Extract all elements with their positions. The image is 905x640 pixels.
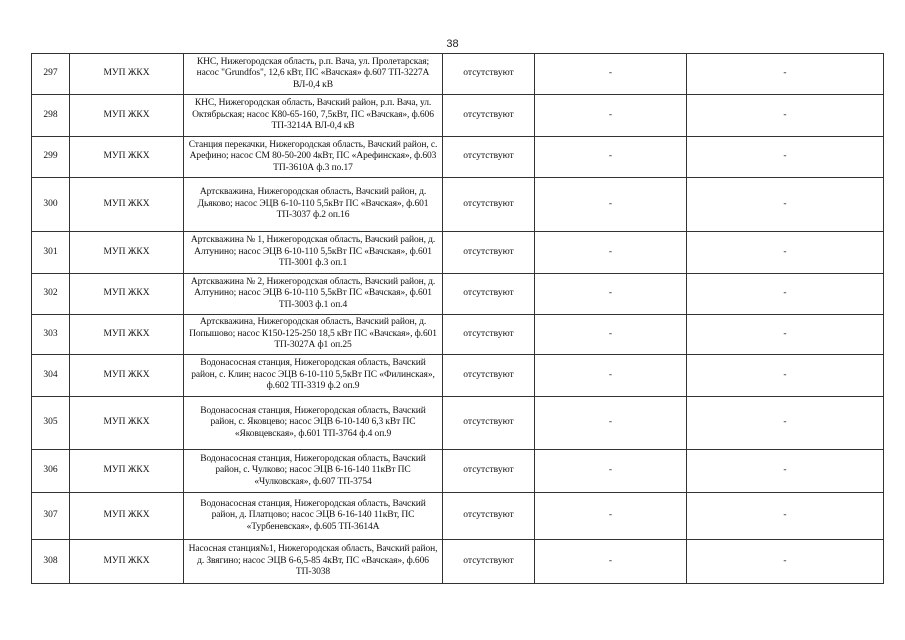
column-6-cell: - [687, 232, 884, 274]
table-row [32, 54, 884, 95]
status-cell: отсутствуют [443, 54, 535, 95]
row-number: 308 [32, 540, 70, 584]
row-number: 307 [32, 493, 70, 540]
row-number: 298 [32, 95, 70, 137]
row-number: 304 [32, 355, 70, 397]
status-cell: отсутствуют [443, 137, 535, 178]
organization-cell: МУП ЖКХ [70, 315, 184, 355]
column-5-cell: - [535, 178, 687, 232]
row-number: 303 [32, 315, 70, 355]
object-description-cell: Водонасосная станция, Нижегородская область, Вачский район, д. Платцово; насос ЭЦВ 6-16-140 11кВт, ПС «Турбеневская», ф.605 ТП-3614А [184, 493, 443, 540]
column-6-cell: - [687, 450, 884, 493]
object-description-cell: Артскважина № 1, Нижегородская область, Вачский район, д. Алтунино; насос ЭЦВ 6-10-110 5,5кВт ПС «Вачская», ф.601 ТП-3001 ф.3 оп.1 [184, 232, 443, 274]
column-5-cell: - [535, 274, 687, 315]
column-5-cell: - [535, 450, 687, 493]
object-description-cell: Насосная станция№1, Нижегородская область, Вачский район, д. Звягино; насос ЭЦВ 6-6,5-85 4кВт, ПС «Вачская», ф.606 ТП-3038 [184, 540, 443, 584]
status-cell: отсутствуют [443, 493, 535, 540]
table-row [32, 232, 884, 274]
table-row [32, 178, 884, 232]
column-5-cell: - [535, 232, 687, 274]
column-5-cell: - [535, 493, 687, 540]
status-cell: отсутствуют [443, 450, 535, 493]
column-6-cell: - [687, 95, 884, 137]
organization-cell: МУП ЖКХ [70, 450, 184, 493]
status-cell: отсутствуют [443, 232, 535, 274]
organization-cell: МУП ЖКХ [70, 178, 184, 232]
status-cell: отсутствуют [443, 540, 535, 584]
object-description-cell: Станция перекачки, Нижегородская область, Вачский район, с. Арефино; насос СМ 80-50-200 4кВт, ПС «Арефинская», ф.603 ТП-3610А ф.3 по.17 [184, 137, 443, 178]
table-row [32, 493, 884, 540]
column-6-cell: - [687, 178, 884, 232]
status-cell: отсутствуют [443, 95, 535, 137]
column-6-cell: - [687, 397, 884, 450]
column-6-cell: - [687, 315, 884, 355]
table-row [32, 355, 884, 397]
object-description-cell: Водонасосная станция, Нижегородская область, Вачский район, с. Клин; насос ЭЦВ 6-10-110 5,5кВт ПС «Филинская», ф.602 ТП-3319 ф.2 оп.9 [184, 355, 443, 397]
column-5-cell: - [535, 137, 687, 178]
object-description-cell: Водонасосная станция, Нижегородская область, Вачский район, с. Яковцево; насос ЭЦВ 6-10-140 6,3 кВт ПС «Яковцевская», ф.601 ТП-3764 ф.4 оп.9 [184, 397, 443, 450]
row-number: 306 [32, 450, 70, 493]
column-6-cell: - [687, 540, 884, 584]
column-6-cell: - [687, 493, 884, 540]
organization-cell: МУП ЖКХ [70, 274, 184, 315]
column-6-cell: - [687, 54, 884, 95]
table-row [32, 397, 884, 450]
status-cell: отсутствуют [443, 315, 535, 355]
object-description-cell: Артскважина, Нижегородская область, Вачский район, д. Попышово; насос К150-125-250 18,5 кВт ПС «Вачская», ф.601 ТП-3027А ф1 оп.25 [184, 315, 443, 355]
organization-cell: МУП ЖКХ [70, 355, 184, 397]
table-row [32, 137, 884, 178]
object-description-cell: КНС, Нижегородская область, р.п. Вача, ул. Пролетарская; насос "Grundfos", 12,6 кВт, ПС «Вачская» ф.607 ТП-3227А ВЛ-0,4 кВ [184, 54, 443, 95]
consumers-table [31, 53, 884, 584]
organization-cell: МУП ЖКХ [70, 54, 184, 95]
row-number: 300 [32, 178, 70, 232]
column-5-cell: - [535, 540, 687, 584]
column-6-cell: - [687, 274, 884, 315]
status-cell: отсутствуют [443, 178, 535, 232]
row-number: 305 [32, 397, 70, 450]
column-5-cell: - [535, 54, 687, 95]
organization-cell: МУП ЖКХ [70, 95, 184, 137]
object-description-cell: Водонасосная станция, Нижегородская область, Вачский район, с. Чулково; насос ЭЦВ 6-16-140 11кВт ПС «Чулковская», ф.607 ТП-3754 [184, 450, 443, 493]
row-number: 299 [32, 137, 70, 178]
row-number: 302 [32, 274, 70, 315]
status-cell: отсутствуют [443, 274, 535, 315]
page-number: 38 [446, 38, 459, 50]
column-6-cell: - [687, 355, 884, 397]
column-5-cell: - [535, 95, 687, 137]
column-5-cell: - [535, 397, 687, 450]
object-description-cell: Артскважина, Нижегородская область, Вачский район, д. Дьяково; насос ЭЦВ 6-10-110 5,5кВт ПС «Вачская», ф.601 ТП-3037 ф.2 оп.16 [184, 178, 443, 232]
column-5-cell: - [535, 315, 687, 355]
table-row [32, 95, 884, 137]
table-row [32, 315, 884, 355]
organization-cell: МУП ЖКХ [70, 137, 184, 178]
organization-cell: МУП ЖКХ [70, 540, 184, 584]
table-row [32, 450, 884, 493]
organization-cell: МУП ЖКХ [70, 232, 184, 274]
column-6-cell: - [687, 137, 884, 178]
row-number: 297 [32, 54, 70, 95]
object-description-cell: КНС, Нижегородская область, Вачский район, р.п. Вача, ул. Октябрьская; насос К80-65-160, 7,5кВт, ПС «Вачская», ф.606 ТП-3214А ВЛ-0,4 кВ [184, 95, 443, 137]
table-row [32, 274, 884, 315]
row-number: 301 [32, 232, 70, 274]
organization-cell: МУП ЖКХ [70, 493, 184, 540]
column-5-cell: - [535, 355, 687, 397]
object-description-cell: Артскважина № 2, Нижегородская область, Вачский район, д. Алтунино; насос ЭЦВ 6-10-110 5,5кВт ПС «Вачская», ф.601 ТП-3003 ф.1 оп.4 [184, 274, 443, 315]
status-cell: отсутствуют [443, 397, 535, 450]
table-row [32, 540, 884, 584]
status-cell: отсутствуют [443, 355, 535, 397]
organization-cell: МУП ЖКХ [70, 397, 184, 450]
